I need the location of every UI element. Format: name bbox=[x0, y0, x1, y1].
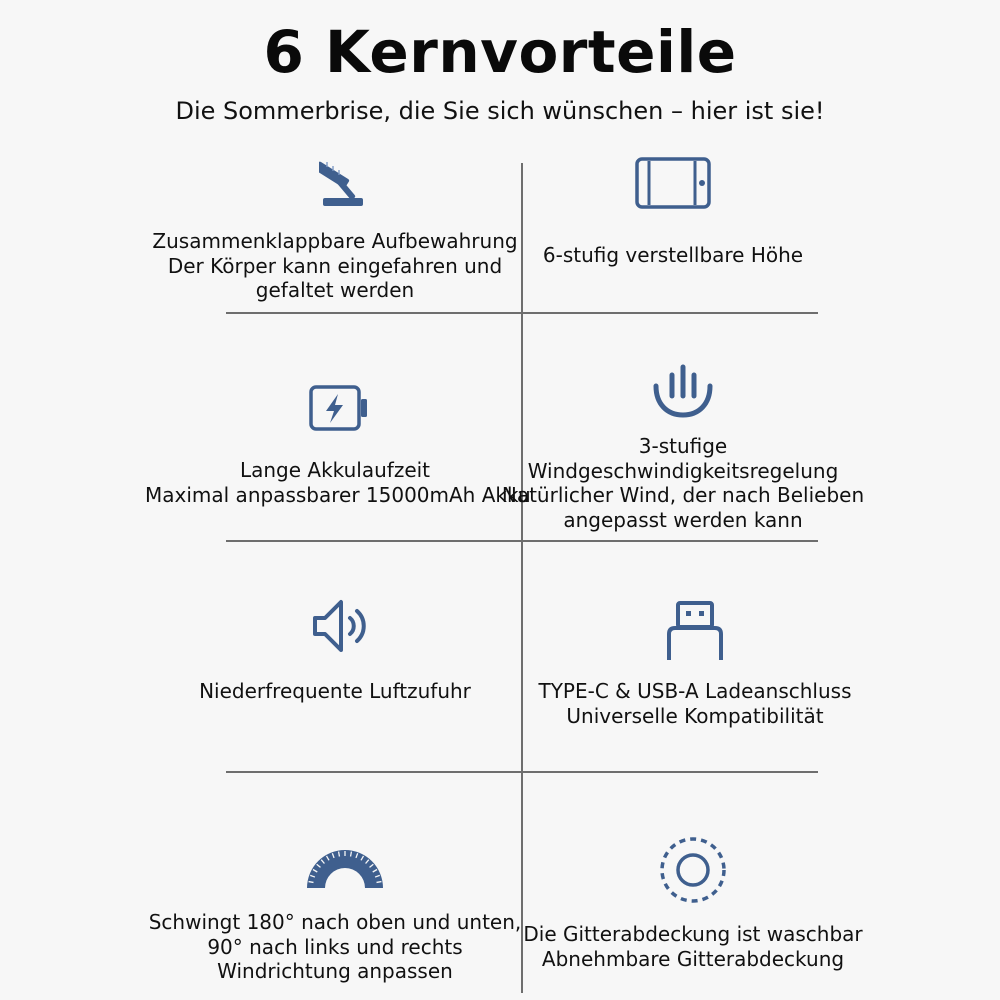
speaker-icon bbox=[311, 594, 375, 658]
protractor-tick bbox=[309, 882, 314, 883]
feature-text: Die Gitterabdeckung ist waschbar Abnehmbare Gitterabdeckung bbox=[523, 922, 863, 971]
feature-text: Schwingt 180° nach oben und unten, 90° nach links und rechts Windrichtung anpassen bbox=[148, 910, 522, 983]
feature-text: TYPE-C & USB-A Ladeanschluss Universelle Kompatibilität bbox=[538, 679, 852, 728]
page-title: 6 Kernvorteile bbox=[263, 18, 737, 86]
protractor-tick bbox=[351, 852, 352, 857]
horizontal-divider bbox=[226, 771, 818, 773]
feature-text: Zusammenklappbare Aufbewahrung Der Körper kann eingefahren und gefaltet werden bbox=[152, 229, 518, 302]
horizontal-divider bbox=[226, 312, 818, 314]
feature-text: 6-stufig verstellbare Höhe bbox=[542, 243, 804, 267]
protractor-tick bbox=[377, 882, 382, 883]
dashed-circle-icon bbox=[658, 835, 728, 905]
phone-icon bbox=[635, 157, 711, 209]
page-subtitle: Die Sommerbrise, die Sie sich wünschen – hier ist sie! bbox=[175, 97, 825, 125]
horizontal-divider bbox=[226, 540, 818, 542]
protractor-tick bbox=[339, 852, 340, 857]
usb-plug-icon bbox=[665, 600, 725, 664]
feature-text: Lange Akkulaufzeit Maximal anpassbarer 15000mAh Akku bbox=[145, 458, 531, 507]
feature-text: Niederfrequente Luftzufuhr bbox=[199, 679, 471, 703]
battery-icon bbox=[309, 384, 369, 432]
wind-hand-icon bbox=[651, 362, 715, 418]
feature-text: 3-stufige Windgeschwindigkeitsregelung Natürlicher Wind, der nach Belieben angepasst werden kann bbox=[501, 434, 865, 532]
protractor-icon bbox=[303, 845, 387, 891]
folding-icon bbox=[319, 154, 367, 210]
